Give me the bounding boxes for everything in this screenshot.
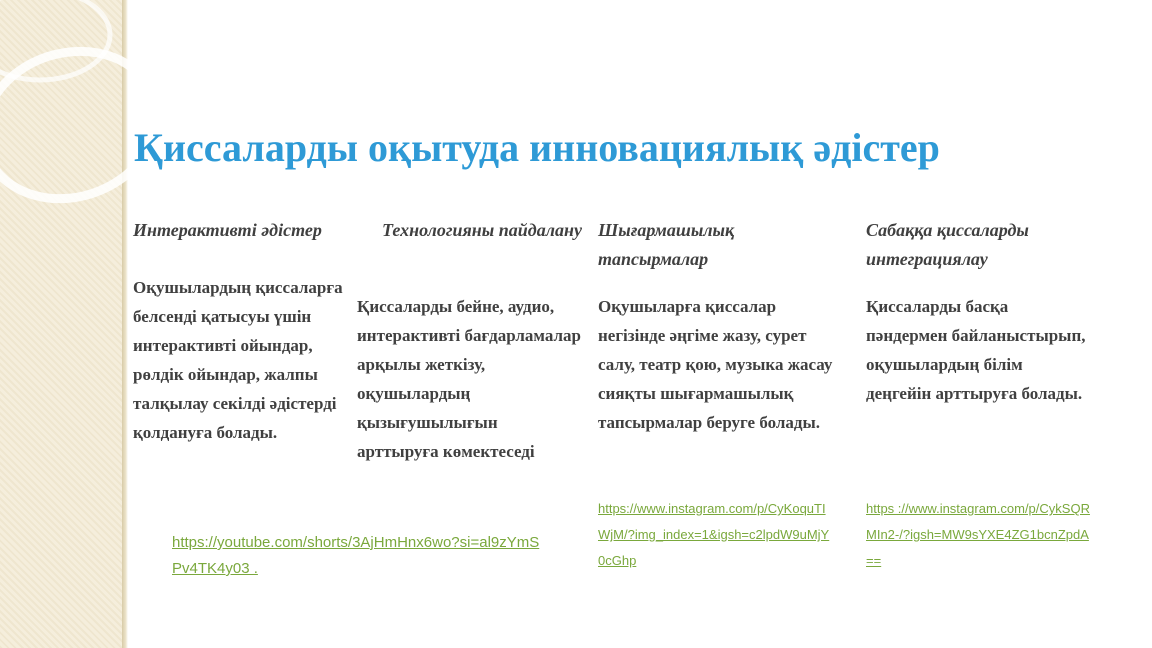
side-panel-edge — [122, 0, 128, 648]
decorative-side-panel — [0, 0, 122, 648]
instagram-link-integration[interactable]: https ://www.instagram.com/p/CykSQRMIn2-/?igsh=MW9sYXE4ZG1bcnZpdA== — [866, 501, 1090, 568]
column-heading-technology: Технологияны пайдалану — [382, 220, 582, 240]
column-heading-integration: Сабаққа қиссаларды интеграциялау — [866, 220, 1029, 269]
column-heading-creative: Шығармашылық тапсырмалар — [598, 220, 735, 269]
column-heading-interactive: Интерактивті әдістер — [133, 220, 322, 240]
column-body-integration: Қиссаларды басқа пәндермен байланыстырып, оқушылардың білім деңгейін арттыруға болады. — [866, 297, 1086, 403]
column-body-technology: Қиссаларды бейне, аудио, интерактивті бағдарламалар арқылы жеткізу, оқушылардың қызығушылығын арттыруға көмектеседі — [357, 297, 581, 461]
youtube-link[interactable]: https://youtube.com/shorts/3AjHmHnx6wo?si=al9zYmSPv4TK4y03 . — [172, 534, 540, 577]
column-body-creative: Оқушыларға қиссалар негізінде әңгіме жазу, сурет салу, театр қою, музыка жасау сияқты шығармашылық тапсырмалар беруге болады. — [598, 297, 833, 432]
instagram-link-creative[interactable]: https://www.instagram.com/p/CyKoquTIWjM/?img_index=1&igsh=c2lpdW9uMjY0cGhp — [598, 501, 830, 568]
slide-title: Қиссаларды оқытуда инновациялық әдістер — [134, 125, 940, 170]
column-body-interactive: Оқушылардың қиссаларға белсенді қатысуы үшін интерактивті ойындар, рөлдік ойындар, жалпы талқылау секілді әдістерді қолдануға болады. — [133, 278, 343, 442]
